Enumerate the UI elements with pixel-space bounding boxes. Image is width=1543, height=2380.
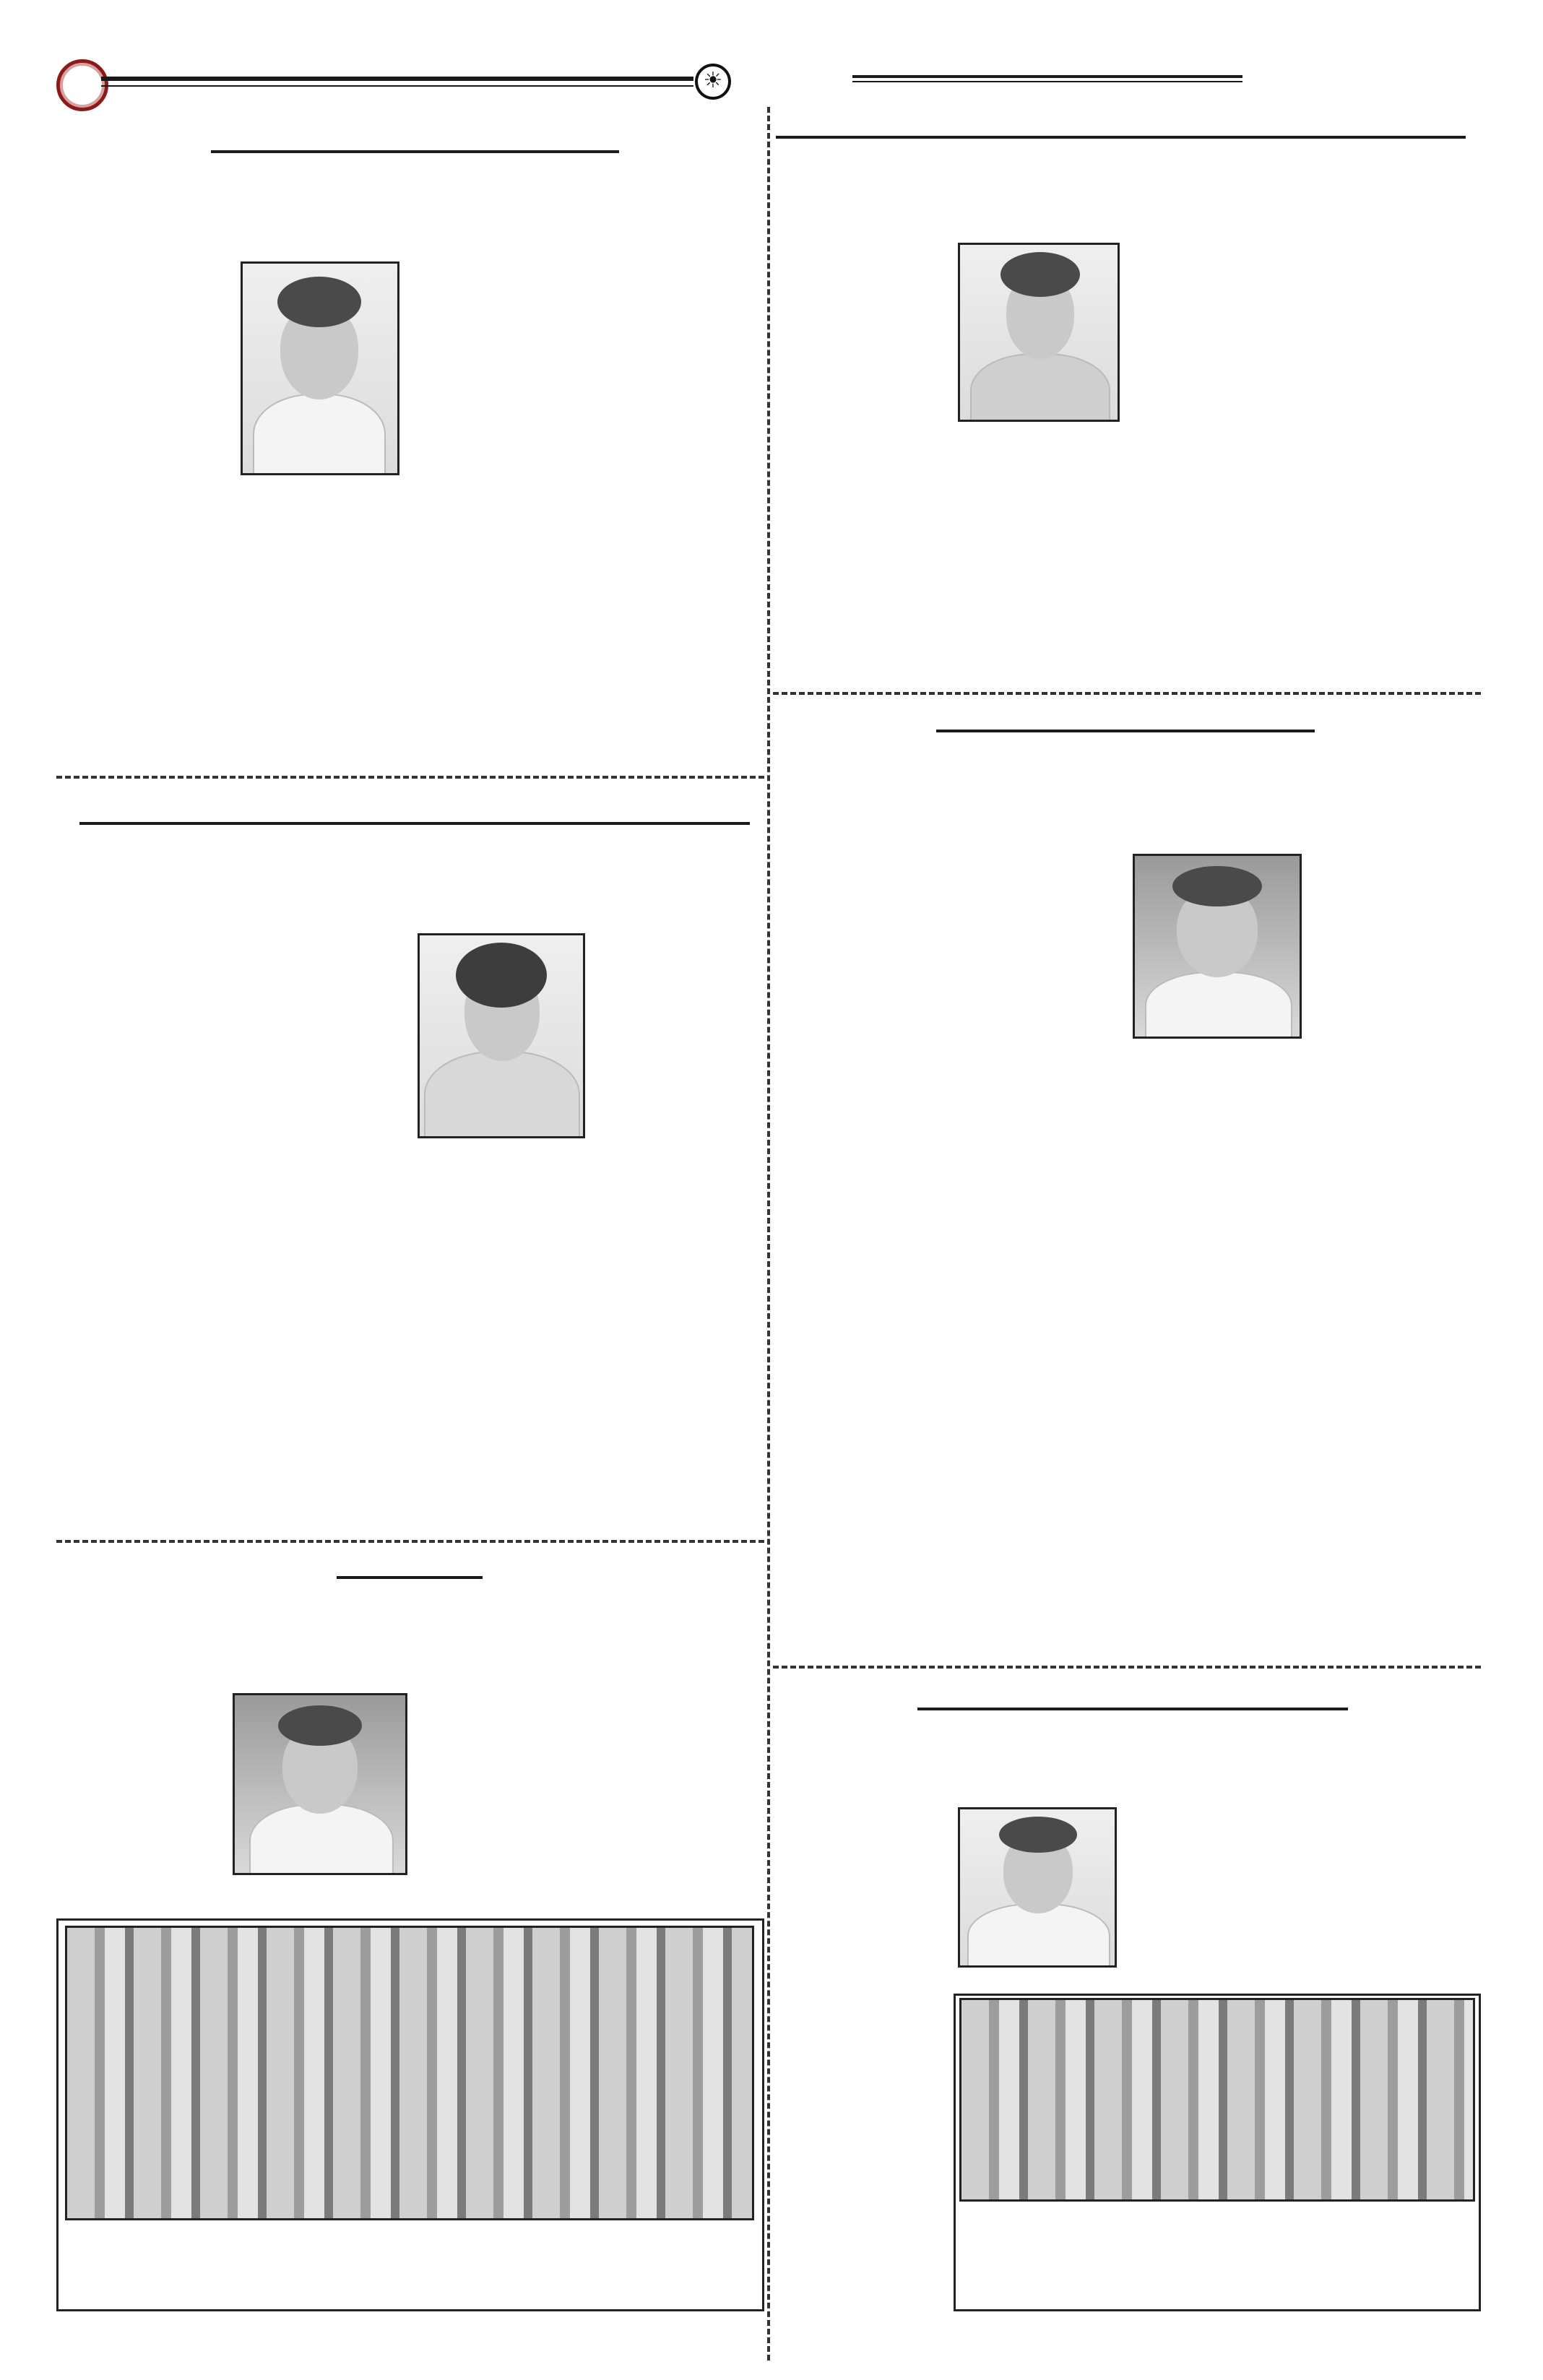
- article-1-headline-rule: [211, 150, 619, 153]
- column-divider: [767, 107, 770, 2360]
- article-2-headline-rule: [79, 822, 750, 825]
- rising-sun-emblem-icon: ☀: [695, 64, 731, 100]
- article-3-headline-rule: [337, 1576, 483, 1579]
- article-6-portrait: [958, 1807, 1117, 1968]
- header-rule-left: [101, 77, 693, 81]
- header-rule-right: [852, 75, 1242, 78]
- article-3-group-photo: [65, 1926, 754, 2220]
- article-1-separator: [56, 776, 764, 779]
- article-4-portrait: [958, 243, 1120, 422]
- article-3-portrait: [233, 1693, 407, 1875]
- article-5-portrait: [1133, 854, 1302, 1039]
- article-2-separator: [56, 1540, 764, 1543]
- header-rule-right-thin: [852, 81, 1242, 82]
- article-1-portrait: [241, 261, 399, 475]
- header-rule-left-thin: [101, 85, 693, 87]
- article-4-separator: [773, 692, 1481, 695]
- article-6-group-photo: [959, 1998, 1475, 2202]
- article-6-headline-rule: [917, 1708, 1348, 1710]
- article-5-headline-rule: [936, 730, 1315, 732]
- article-5-separator: [773, 1666, 1481, 1669]
- article-4-headline-rule: [776, 136, 1466, 139]
- article-2-portrait: [418, 933, 585, 1138]
